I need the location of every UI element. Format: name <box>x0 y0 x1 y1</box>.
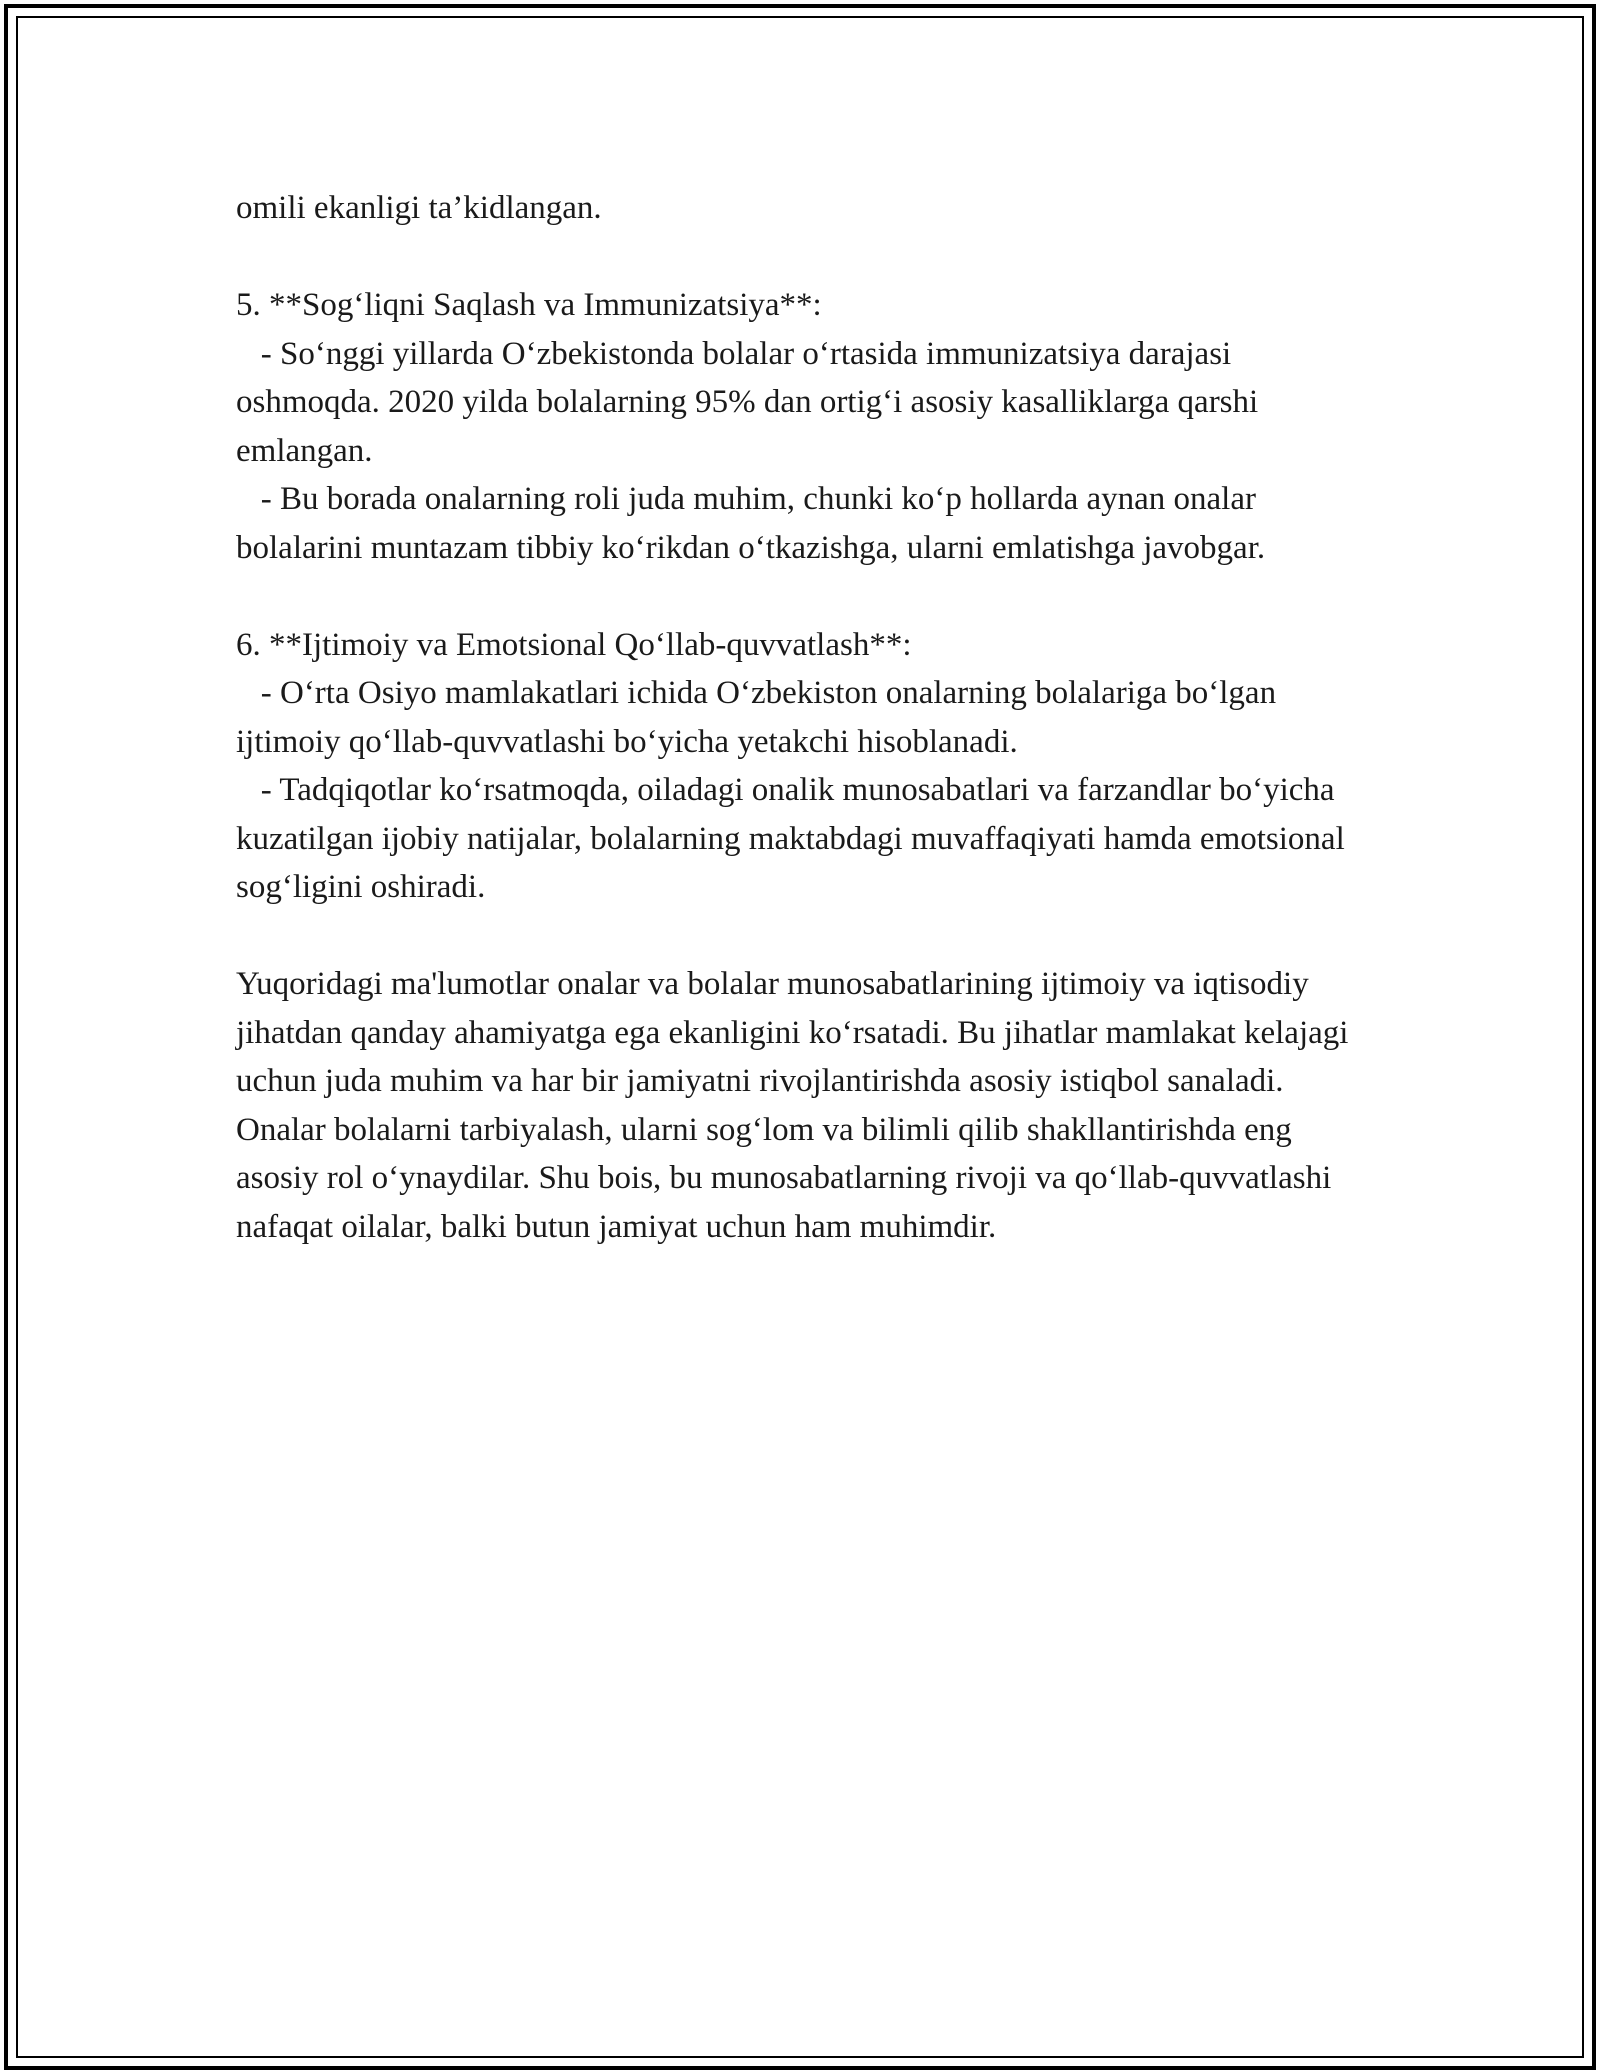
section-5-heading: 5. **Sog‘liqni Saqlash va Immunizatsiya**: <box>236 287 822 323</box>
section-5-bullet-2: - Bu borada onalarning roli juda muhim, chunki ko‘p hollarda aynan onalar bolalarini muntazam tibbiy ko‘rikdan o‘tkazishga, ularni emlatishga javobgar. <box>236 481 1266 566</box>
conclusion-paragraph: Yuqoridagi ma'lumotlar onalar va bolalar munosabatlarining ijtimoiy va iqtisodiy jihatdan qanday ahamiyatga ega ekanligini ko‘rsatadi. Bu jihatlar mamlakat kelajagi uchun juda muhim va har bir jamiyatni rivojlantirishda asosiy istiqbol sanaladi. Onalar bolalarni tarbiyalash, ularni sog‘lom va bilimli qilib shakllantirishda eng asosiy rol o‘ynaydilar. Shu bois, bu munosabatlarning rivoji va qo‘llab-quvvatlashi nafaqat oilalar, balki butun jamiyat uchun ham muhimdir. <box>236 966 1357 1245</box>
spacer <box>236 233 1366 282</box>
section-6-heading: 6. **Ijtimoiy va Emotsional Qo‘llab-quvvatlash**: <box>236 626 912 663</box>
intro-tail-paragraph: omili ekanligi ta’kidlangan. <box>236 190 602 226</box>
section-6-bullet-1: - O‘rta Osiyo mamlakatlari ichida O‘zbekiston onalarning bolalariga bo‘lgan ijtimoiy qo‘llab-quvvatlashi bo‘yicha yetakchi hisoblanadi. <box>236 675 1285 760</box>
section-5-bullet-1: - So‘nggi yillarda O‘zbekistonda bolalar o‘rtasida immunizatsiya darajasi oshmoqda. 2020 yilda bolalarning 95% dan ortig‘i asosiy kasalliklarga qarshi emlangan. <box>236 335 1267 469</box>
spacer <box>236 572 1366 621</box>
document-body <box>236 184 1366 1251</box>
spacer <box>236 912 1366 961</box>
section-6-bullet-2: - Tadqiqotlar ko‘rsatmoqda, oiladagi onalik munosabatlari va farzandlar bo‘yicha kuzatilgan ijobiy natijalar, bolalarning maktabdagi muvaffaqiyati hamda emotsional sog‘ligini oshiradi. <box>236 772 1353 905</box>
